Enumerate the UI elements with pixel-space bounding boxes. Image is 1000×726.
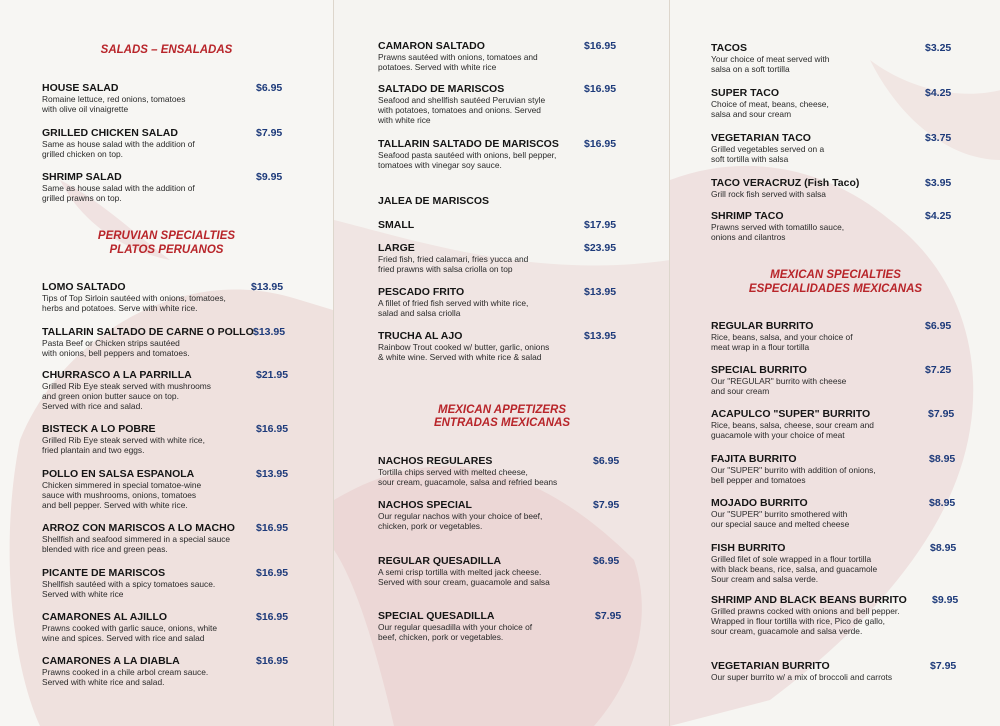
menu-item-description: A fillet of fried fish served with white rice,	[378, 298, 529, 308]
menu-item-description: blended with rice and green peas.	[42, 544, 168, 555]
menu-item-description: Sour cream and salsa verde.	[711, 574, 819, 585]
menu-item-price: $8.95	[929, 497, 956, 509]
menu-item-name: SMALL	[378, 219, 415, 231]
menu-item	[378, 455, 628, 487]
menu-item	[42, 127, 292, 159]
menu-item-description: chicken, pork or vegetables.	[378, 521, 483, 532]
menu-item	[42, 423, 292, 455]
menu-item-description: Rice, beans, salsa, cheese, sour cream and	[711, 420, 874, 430]
menu-item-description: Served with white rice and salad.	[42, 677, 165, 688]
menu-item-description: and sour cream	[711, 386, 770, 397]
menu-item-description: & white wine. Served with white rice & salad	[378, 352, 542, 363]
menu-item	[42, 171, 292, 203]
menu-item-name: TACO VERACRUZ (Fish Taco)	[711, 177, 860, 189]
menu-item-name: TALLARIN SALTADO DE MARISCOS	[378, 138, 559, 150]
menu-item-price: $7.95	[930, 660, 957, 672]
menu-item-name: SALTADO DE MARISCOS	[378, 83, 505, 95]
menu-item-name: FAJITA BURRITO	[711, 453, 797, 465]
menu-item-name: VEGETARIAN TACO	[711, 132, 811, 144]
menu-item	[42, 611, 292, 643]
menu-item-name: SPECIAL QUESADILLA	[378, 610, 495, 622]
menu-item-description: Prawns sautéed with onions, tomatoes and	[378, 52, 538, 62]
menu-item-name: PESCADO FRITO	[378, 286, 465, 298]
menu-item-name: REGULAR BURRITO	[711, 320, 814, 332]
menu-item-description: Our super burrito w/ a mix of broccoli and carrots	[711, 672, 893, 682]
menu-item-name: CAMARONES AL AJILLO	[42, 611, 168, 623]
menu-item	[42, 82, 292, 114]
section-heading: PERUVIAN SPECIALTIES	[97, 230, 236, 242]
section-heading: SALADS – ENSALADAS	[100, 44, 233, 56]
menu-item-name: GRILLED CHICKEN SALAD	[42, 127, 178, 139]
menu-item-description: Romaine lettuce, red onions, tomatoes	[42, 94, 186, 104]
menu-item-price: $9.95	[256, 171, 283, 183]
menu-item-name: VEGETARIAN BURRITO	[711, 660, 830, 672]
menu-item-name: LARGE	[378, 242, 415, 254]
section-heading: ENTRADAS MEXICANAS	[433, 417, 571, 429]
menu-item-description: Grilled Rib Eye steak served with mushrooms	[42, 381, 211, 391]
menu-item-description: Seafood pasta sautéed with onions, bell pepper,	[378, 150, 557, 160]
menu-item-name: TACOS	[711, 42, 747, 54]
menu-item-name: CAMARON SALTADO	[378, 40, 485, 52]
menu-item-price: $21.95	[256, 369, 289, 381]
menu-item-name: PICANTE DE MARISCOS	[42, 567, 166, 579]
menu-item-description: Grilled filet of sole wrapped in a flour tortilla	[711, 554, 872, 564]
menu-item	[42, 522, 292, 554]
menu-item-description: and bell pepper. Served with white rice.	[42, 500, 188, 511]
menu-item-name: LOMO SALTADO	[42, 281, 126, 293]
menu-item-price: $7.95	[593, 499, 620, 511]
menu-item-price: $13.95	[251, 281, 284, 293]
menu-item-price: $16.95	[256, 567, 289, 579]
menu-item-description: Our regular nachos with your choice of beef,	[378, 511, 543, 521]
menu-item-description: Seafood and shellfish sautéed Peruvian style	[378, 95, 546, 105]
menu-item-price: $13.95	[584, 330, 617, 342]
menu-item-name: NACHOS REGULARES	[378, 455, 493, 467]
menu-item-description: Served with sour cream, guacamole and salsa	[378, 577, 550, 588]
menu-item-price: $6.95	[256, 82, 283, 94]
section-heading: ESPECIALIDADES MEXICANAS	[748, 283, 923, 295]
menu-item-name: BISTECK A LO POBRE	[42, 423, 156, 435]
menu-item-name: TALLARIN SALTADO DE CARNE O POLLO	[42, 326, 254, 338]
menu-item-price: $16.95	[584, 138, 617, 150]
menu-item-description: Rice, beans, salsa, and your choice of	[711, 332, 853, 342]
menu-item-description: Grilled prawns cocked with onions and bell pepper.	[711, 606, 900, 616]
menu-item-price: $17.95	[584, 219, 617, 231]
menu-item-description: sauce with mushrooms, onions, tomatoes	[42, 490, 197, 501]
menu-item-description: meat wrap in a flour tortilla	[711, 342, 810, 353]
menu-item-price: $13.95	[256, 468, 289, 480]
menu-item-description: grilled prawns on top.	[42, 193, 122, 204]
menu-item-name: SPECIAL BURRITO	[711, 364, 807, 376]
section-heading: MEXICAN APPETIZERS	[437, 404, 566, 416]
menu-item-description: potatoes. Served with white rice	[378, 62, 497, 73]
menu-item-description: herbs and potatoes. Serve with white rice.	[42, 303, 198, 314]
menu-item-description: Wrapped in flour tortilla with rice, Pico de gallo,	[711, 616, 885, 627]
menu-item-description: beef, chicken, pork or vegetables.	[378, 632, 504, 643]
menu-item-description: our special sauce and melted cheese	[711, 519, 850, 530]
menu-item-description: Our "SUPER" burrito smothered with	[711, 509, 848, 519]
menu-item-name: HOUSE SALAD	[42, 82, 119, 94]
menu-item-description: salsa and sour cream	[711, 109, 792, 120]
menu-item-description: Our "SUPER" burrito with addition of onions,	[711, 465, 876, 475]
menu-item-description: with olive oil vinaigrette	[42, 104, 129, 115]
menu-item-price: $16.95	[256, 655, 289, 667]
menu-item	[378, 555, 628, 587]
menu-item	[378, 610, 628, 642]
menu-item-description: Your choice of meat served with	[711, 54, 830, 64]
menu-panel-right	[669, 0, 1000, 726]
menu-item-name: POLLO EN SALSA ESPANOLA	[42, 468, 195, 480]
menu-item	[42, 369, 292, 412]
menu-item-price: $3.75	[925, 132, 952, 144]
menu-item-name: SHRIMP AND BLACK BEANS BURRITO	[711, 594, 907, 606]
menu-item-price: $13.95	[584, 286, 617, 298]
menu-item-description: with potatoes, tomatoes and onions. Served	[378, 105, 541, 116]
menu-item-price: $4.25	[925, 87, 952, 99]
menu-item-description: Shellfish sautéed with a spicy tomatoes sauce.	[42, 579, 216, 589]
menu-item-price: $3.25	[925, 42, 952, 54]
menu-item-description: Tips of Top Sirloin sautéed with onions, tomatoes,	[42, 293, 226, 303]
menu-item-description: Grilled vegetables served on a	[711, 144, 825, 154]
menu-item-description: Our "REGULAR" burrito with cheese	[711, 376, 847, 386]
menu-item-price: $6.95	[593, 455, 620, 467]
menu-item-price: $16.95	[256, 611, 289, 623]
menu-item-description: with onions, bell peppers and tomatoes.	[42, 348, 190, 359]
menu-item-price: $16.95	[584, 83, 617, 95]
menu-item-description: salad and salsa criolla	[378, 308, 461, 319]
menu-item-description: Rainbow Trout cooked w/ butter, garlic, onions	[378, 342, 550, 352]
menu-item-price: $7.95	[256, 127, 283, 139]
menu-item-description: sour cream, guacamole and salsa verde.	[711, 626, 863, 637]
menu-item-description: salsa on a soft tortilla	[711, 64, 790, 75]
menu-item-description: Prawns cooked in a chile arbol cream sauce.	[42, 667, 209, 677]
menu-item-description: wine and spices. Served with rice and salad	[42, 633, 205, 644]
menu-item-name: MOJADO BURRITO	[711, 497, 808, 509]
menu-item	[42, 468, 292, 511]
menu-item-description: bell pepper and tomatoes	[711, 475, 806, 486]
menu-item-name: SHRIMP SALAD	[42, 171, 122, 183]
menu-item-price: $8.95	[929, 453, 956, 465]
fold-line	[333, 0, 334, 726]
section-heading: MEXICAN SPECIALTIES	[770, 269, 901, 281]
menu-item-description: guacamole with your choice of meat	[711, 430, 845, 441]
menu-item-price: $7.25	[925, 364, 952, 376]
menu-item-description: Fried fish, fried calamari, fries yucca and	[378, 254, 529, 264]
menu-item	[42, 655, 292, 687]
menu-item-description: tomatoes with vinegar soy sauce.	[378, 160, 502, 171]
menu-panel-left	[0, 0, 333, 726]
menu-item-description: with white rice	[378, 115, 431, 126]
menu-item-price: $16.95	[584, 40, 617, 52]
menu-item-description: Grilled Rib Eye steak served with white rice,	[42, 435, 205, 445]
menu-item-name: ACAPULCO "SUPER" BURRITO	[711, 408, 871, 420]
menu-item-price: $7.95	[928, 408, 955, 420]
menu-item-name: ARROZ CON MARISCOS A LO MACHO	[42, 522, 235, 534]
menu-item-description: fried plantain and two eggs.	[42, 445, 145, 456]
menu-item-description: Our regular quesadilla with your choice of	[378, 622, 533, 632]
menu-item-name: NACHOS SPECIAL	[378, 499, 472, 511]
menu-item-name: JALEA DE MARISCOS	[378, 195, 490, 207]
menu-item-price: $4.25	[925, 210, 952, 222]
menu-item-description: Tortilla chips served with melted cheese,	[378, 467, 528, 477]
menu-item-description: sour cream, guacamole, salsa and refried beans	[378, 477, 558, 488]
menu-item-name: SUPER TACO	[711, 87, 780, 99]
menu-item-name: TRUCHA AL AJO	[378, 330, 463, 342]
menu-item-description: Served with rice and salad.	[42, 401, 143, 412]
menu-item-description: Same as house salad with the addition of	[42, 139, 195, 149]
menu-item-description: onions and cilantros	[711, 232, 786, 243]
menu-item-description: Choice of meat, beans, cheese,	[711, 99, 829, 109]
menu-item-description: Same as house salad with the addition of	[42, 183, 195, 193]
menu-item-price: $23.95	[584, 242, 617, 254]
menu-item-price: $7.95	[595, 610, 622, 622]
menu-item-description: Shellfish and seafood simmered in a special sauce	[42, 534, 231, 544]
menu-panel-middle	[333, 0, 670, 726]
menu-item-name: CHURRASCO A LA PARRILLA	[42, 369, 192, 381]
menu-item-description: A semi crisp tortilla with melted jack cheese.	[378, 567, 542, 577]
menu-item	[378, 499, 628, 531]
menu-item-description: Prawns cooked with garlic sauce, onions, white	[42, 623, 218, 633]
menu-item-description: Chicken simmered in special tomatoe-wine	[42, 480, 202, 490]
menu-item-description: soft tortilla with salsa	[711, 154, 789, 165]
menu-item-description: Prawns served with tomatillo sauce,	[711, 222, 845, 232]
section-heading: PLATOS PERUANOS	[109, 244, 224, 256]
menu-item-price: $8.95	[930, 542, 957, 554]
fold-line	[669, 0, 670, 726]
menu-item-description: Pasta Beef or Chicken strips sautéed	[42, 338, 180, 348]
menu-item-price: $16.95	[256, 522, 289, 534]
menu-item-name: CAMARONES A LA DIABLA	[42, 655, 180, 667]
menu-item-description: Grill rock fish served with salsa	[711, 189, 826, 199]
menu-item-price: $13.95	[253, 326, 286, 338]
menu-item-price: $3.95	[925, 177, 952, 189]
menu-item-price: $16.95	[256, 423, 289, 435]
menu-item-description: grilled chicken on top.	[42, 149, 124, 160]
menu-item-price: $6.95	[925, 320, 952, 332]
menu-item-description: fried prawns with salsa criolla on top	[378, 264, 513, 275]
menu-item-description: Served with white rice	[42, 589, 124, 600]
menu-item	[42, 567, 292, 599]
menu-item-price: $9.95	[932, 594, 959, 606]
menu-item-description: and green onion butter sauce on top.	[42, 391, 179, 402]
menu-item-price: $6.95	[593, 555, 620, 567]
menu-item-name: SHRIMP TACO	[711, 210, 784, 222]
menu-item-name: FISH BURRITO	[711, 542, 786, 554]
menu-item-description: with black beans, rice, salsa, and guacamole	[711, 564, 878, 575]
menu-item	[378, 195, 628, 207]
menu-item-name: REGULAR QUESADILLA	[378, 555, 502, 567]
